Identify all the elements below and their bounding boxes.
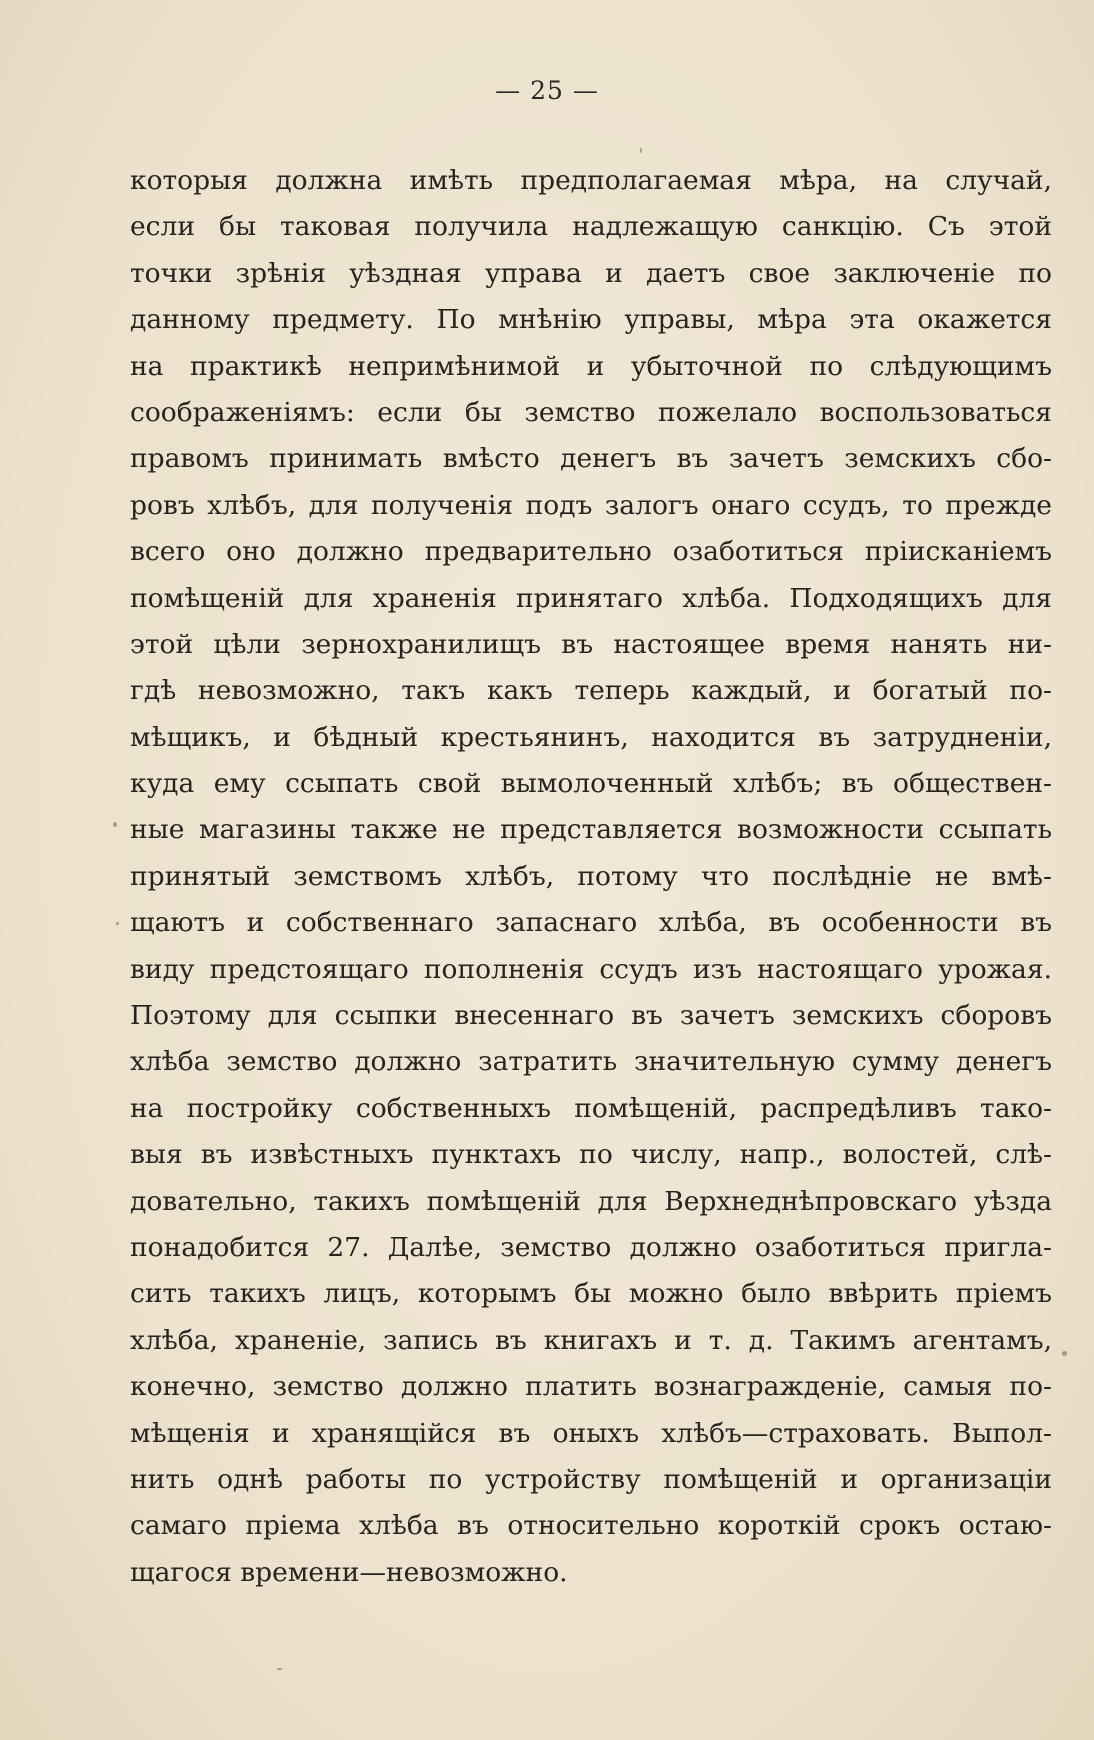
text-line: принятый земствомъ хлѣбъ, потому что послѣдніе не вмѣ- [130, 860, 1052, 892]
paper-speck [1062, 1351, 1067, 1356]
body-text [130, 158, 1052, 1596]
text-line: нить однѣ работы по устройству помѣщеній и организаціи [130, 1463, 1052, 1495]
text-line: довательно, такихъ помѣщеній для Верхнеднѣпровскаго уѣзда [130, 1185, 1052, 1217]
paper-speck [116, 922, 119, 925]
text-line: помѣщеній для храненія принятаго хлѣба. Подходящихъ для [130, 582, 1052, 614]
text-line: хлѣба, храненіе, запись въ книгахъ и т. д. Такимъ агентамъ, [130, 1324, 1052, 1356]
text-line: данному предмету. По мнѣнію управы, мѣра эта окажется [130, 304, 1052, 336]
paper-speck [113, 822, 117, 827]
text-line: виду предстоящаго пополненія ссудъ изъ настоящаго урожая. [130, 953, 1052, 985]
text-line: Поэтому для ссыпки внесеннаго въ зачетъ земскихъ сборовъ [130, 1000, 1052, 1032]
text-line: сить такихъ лицъ, которымъ бы можно было ввѣрить пріемъ [130, 1278, 1052, 1310]
text-line: щагося времени—невозможно. [130, 1556, 568, 1588]
text-line: ные магазины также не представляется возможности ссыпать [130, 814, 1052, 846]
text-line: всего оно должно предварительно озаботиться пріисканіемъ [130, 536, 1052, 568]
text-line: гдѣ невозможно, такъ какъ теперь каждый, и богатый по- [130, 675, 1052, 707]
text-line: ровъ хлѣбъ, для полученія подъ залогъ онаго ссудъ, то прежде [130, 489, 1052, 521]
text-line: мѣщенія и хранящійся въ оныхъ хлѣбъ—страховать. Выпол- [130, 1417, 1052, 1449]
text-line: хлѣба земство должно затратить значительную сумму денегъ [130, 1046, 1052, 1078]
text-line: мѣщикъ, и бѣдный крестьянинъ, находится въ затрудненіи, [130, 721, 1052, 753]
text-line: этой цѣли зернохранилищъ въ настоящее время нанять ни- [130, 628, 1052, 660]
text-line: соображеніямъ: если бы земство пожелало воспользоваться [130, 396, 1052, 428]
text-line: точки зрѣнія уѣздная управа и даетъ свое заключеніе по [130, 257, 1052, 289]
text-line: конечно, земство должно платить вознагражденіе, самыя по- [130, 1371, 1052, 1403]
text-line: понадобится 27. Далѣе, земство должно озаботиться пригла- [130, 1231, 1052, 1263]
paper-speck [277, 1668, 282, 1670]
text-line: куда ему ссыпать свой вымолоченный хлѣбъ; въ обществен- [130, 768, 1052, 800]
text-line: на постройку собственныхъ помѣщеній, распредѣливъ тако- [130, 1092, 1052, 1124]
text-line: на практикѣ непримѣнимой и убыточной по слѣдующимъ [130, 350, 1052, 382]
text-line: правомъ принимать вмѣсто денегъ въ зачетъ земскихъ сбо- [130, 443, 1052, 475]
page-number: — 25 — [495, 76, 599, 105]
text-line: которыя должна имѣть предполагаемая мѣра, на случай, [130, 165, 1052, 196]
text-line: если бы таковая получила надлежащую санкцію. Съ этой [130, 211, 1052, 243]
text-line: щаютъ и собственнаго запаснаго хлѣба, въ особенности въ [130, 907, 1052, 939]
text-line: выя въ извѣстныхъ пунктахъ по числу, напр., волостей, слѣ- [130, 1139, 1052, 1171]
text-line: самаго пріема хлѣба въ относительно короткій срокъ остаю- [130, 1510, 1052, 1542]
paper-speck [640, 148, 642, 153]
